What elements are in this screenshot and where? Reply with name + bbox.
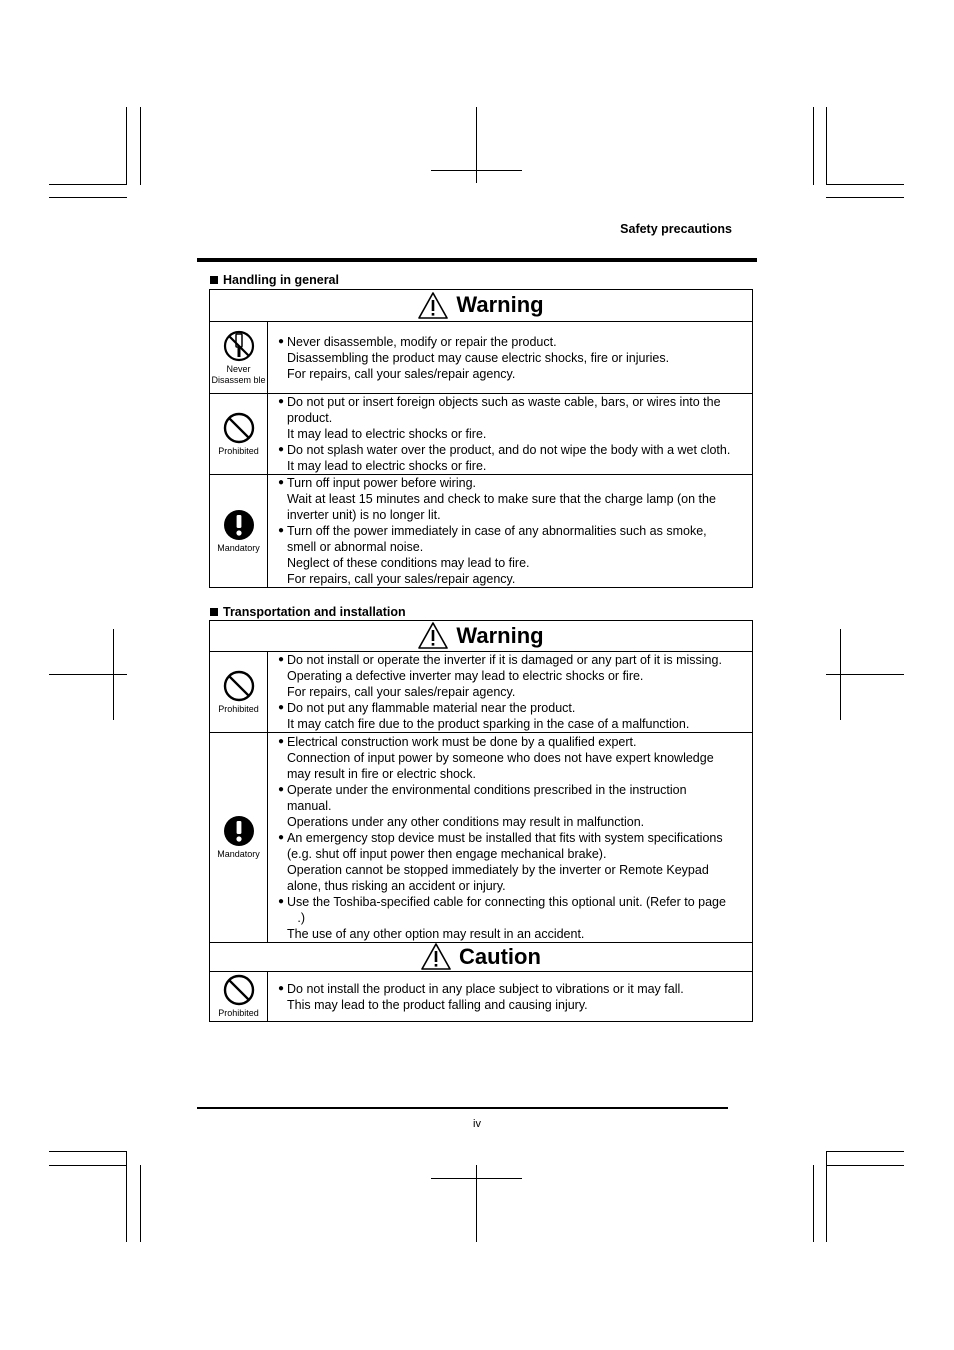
row-text <box>268 733 753 943</box>
text-line: .) <box>287 910 306 925</box>
text-line: Neglect of these conditions may lead to fire. <box>287 556 530 570</box>
text-line: (e.g. shut off input power then engage mechanical brake). <box>287 846 607 861</box>
text-line: Disassembling the product may cause electric shocks, fire or injuries. <box>287 350 670 365</box>
row-text <box>268 475 753 588</box>
text-line: It may lead to electric shocks or fire. <box>287 459 487 473</box>
mandatory-cell <box>210 733 268 943</box>
text-line: Connection of input power by someone who does not have expert knowledge <box>287 750 714 765</box>
prohibited-icon <box>210 670 267 702</box>
list-item: ● Turn off the power immediately in case of any abnormalities such as smoke, smell or abnormal noise. Neglect of these conditions may lead to fire. For repairs, call your sales/repair agency. <box>278 523 747 587</box>
never-disassemble-icon <box>210 330 267 362</box>
prohibited-cell <box>210 394 268 475</box>
text-line: Do not put or insert foreign objects such as waste cable, bars, or wires into the <box>287 395 721 409</box>
text-line: alone, thus risking an accident or injury. <box>287 878 506 893</box>
warning-banner <box>210 290 753 322</box>
warning-banner-label: Warning <box>456 292 544 317</box>
prohibited-cell <box>210 972 268 1022</box>
list-item: ● An emergency stop device must be installed that fits with system specifications (e.g. shut off input power then engage mechanical brake). Operation cannot be stopped immediately by the inverter or Remote Keypad alone, thus risking an accident or injury. <box>278 830 747 894</box>
square-bullet-icon <box>210 608 218 616</box>
header-rule <box>197 258 757 262</box>
text-line: An emergency stop device must be installed that fits with system specifications <box>287 830 723 845</box>
caution-banner <box>210 943 753 972</box>
text-line: For repairs, call your sales/repair agency. <box>287 366 516 381</box>
prohibited-icon <box>210 412 267 444</box>
square-bullet-icon <box>210 276 218 284</box>
text-line: Do not install the product in any place subject to vibrations or it may fall. <box>287 981 684 996</box>
list-item: ● Use the Toshiba-specified cable for connecting this optional unit. (Refer to page .) The use of any other option may result in an accident. <box>278 894 747 942</box>
list-item: ● Electrical construction work must be done by a qualified expert. Connection of input power by someone who does not have expert knowledge may result in fire or electric shock. <box>278 734 747 782</box>
list-item: ● Never disassemble, modify or repair the product. Disassembling the product may cause electric shocks, fire or injuries. For repairs, call your sales/repair agency. <box>278 334 747 382</box>
warning-banner <box>210 621 753 652</box>
text-line: Operating a defective inverter may lead to electric shocks or fire. <box>287 669 644 683</box>
text-line: Never disassemble, modify or repair the product. <box>287 334 557 349</box>
prohibited-cell <box>210 652 268 733</box>
warning-table-transportation <box>209 620 753 1022</box>
row-text <box>268 322 753 394</box>
text-line: Do not splash water over the product, and do not wipe the body with a wet cloth. <box>287 443 731 457</box>
icon-label: Mandatory <box>217 849 260 859</box>
icon-label: Prohibited <box>218 1008 259 1018</box>
list-item: ● Operate under the environmental conditions prescribed in the instruction manual. Operations under any other conditions may result in malfunction. <box>278 782 747 830</box>
page-number: iv <box>473 1118 481 1130</box>
text-line: It may lead to electric shocks or fire. <box>287 427 487 441</box>
text-line: Use the Toshiba-specified cable for connecting this optional unit. (Refer to page <box>287 894 726 909</box>
section-heading-text: Transportation and installation <box>223 605 406 619</box>
text-line: Do not put any flammable material near the product. <box>287 701 576 715</box>
text-line: manual. <box>287 798 332 813</box>
text-line: For repairs, call your sales/repair agency. <box>287 685 516 699</box>
text-line: product. <box>287 411 333 425</box>
text-line: Do not install or operate the inverter if it is damaged or any part of it is missing. <box>287 653 722 667</box>
section-heading-handling <box>210 273 339 287</box>
section-heading-transportation <box>210 605 406 619</box>
list-item: ● Turn off input power before wiring. Wait at least 15 minutes and check to make sure that the charge lamp (on the inverter unit) is no longer lit. <box>278 475 747 523</box>
icon-label: Prohibited <box>218 703 259 714</box>
text-line: Operations under any other conditions may result in malfunction. <box>287 814 645 829</box>
text-line: Operation cannot be stopped immediately by the inverter or Remote Keypad <box>287 862 709 877</box>
row-text <box>268 652 753 733</box>
caution-banner-label: Caution <box>459 943 541 969</box>
text-line: For repairs, call your sales/repair agency. <box>287 572 516 586</box>
list-item: ● Do not put or insert foreign objects such as waste cable, bars, or wires into the product. It may lead to electric shocks or fire. <box>278 394 747 442</box>
text-line: Electrical construction work must be done by a qualified expert. <box>287 734 637 749</box>
list-item: ● Do not put any flammable material near the product. It may catch fire due to the product sparking in the case of a malfunction. <box>278 700 747 732</box>
text-line: Wait at least 15 minutes and check to make sure that the charge lamp (on the <box>287 492 716 506</box>
footer-rule <box>197 1107 728 1109</box>
warning-table-handling <box>209 289 753 588</box>
mandatory-icon <box>210 509 267 541</box>
warning-banner-label: Warning <box>456 622 544 648</box>
text-line: inverter unit) is no longer lit. <box>287 508 441 522</box>
text-line: Turn off the power immediately in case of any abnormalities such as smoke, <box>287 524 707 538</box>
mandatory-cell <box>210 475 268 588</box>
text-line: It may catch fire due to the product sparking in the case of a malfunction. <box>287 717 690 731</box>
text-line: This may lead to the product falling and causing injury. <box>287 997 588 1012</box>
text-line: The use of any other option may result in an accident. <box>287 926 585 941</box>
never-disassemble-cell <box>210 322 268 394</box>
icon-label: Never Disassem ble <box>211 363 266 385</box>
row-text <box>268 972 753 1022</box>
mandatory-icon <box>210 815 267 847</box>
section-heading-text: Handling in general <box>223 273 339 287</box>
prohibited-icon <box>210 974 267 1006</box>
text-line: may result in fire or electric shock. <box>287 766 476 781</box>
list-item: ● Do not install the product in any place subject to vibrations or it may fall. This may lead to the product falling and causing injury. <box>278 981 747 1013</box>
caution-triangle-icon <box>421 943 451 970</box>
icon-label: Mandatory <box>217 542 260 553</box>
icon-label: Prohibited <box>218 445 259 456</box>
warning-triangle-icon <box>418 292 448 319</box>
list-item: ● Do not install or operate the inverter if it is damaged or any part of it is missing. Operating a defective inverter may lead to electric shocks or fire. For repairs, call your sales/repair agency. <box>278 652 747 700</box>
text-line: Operate under the environmental conditions prescribed in the instruction <box>287 782 687 797</box>
text-line: smell or abnormal noise. <box>287 540 424 554</box>
row-text <box>268 394 753 475</box>
warning-triangle-icon <box>418 622 448 649</box>
text-line: Turn off input power before wiring. <box>287 476 476 490</box>
running-header-title: Safety precautions <box>620 222 732 236</box>
list-item: ● Do not splash water over the product, and do not wipe the body with a wet cloth. It may lead to electric shocks or fire. <box>278 442 747 474</box>
